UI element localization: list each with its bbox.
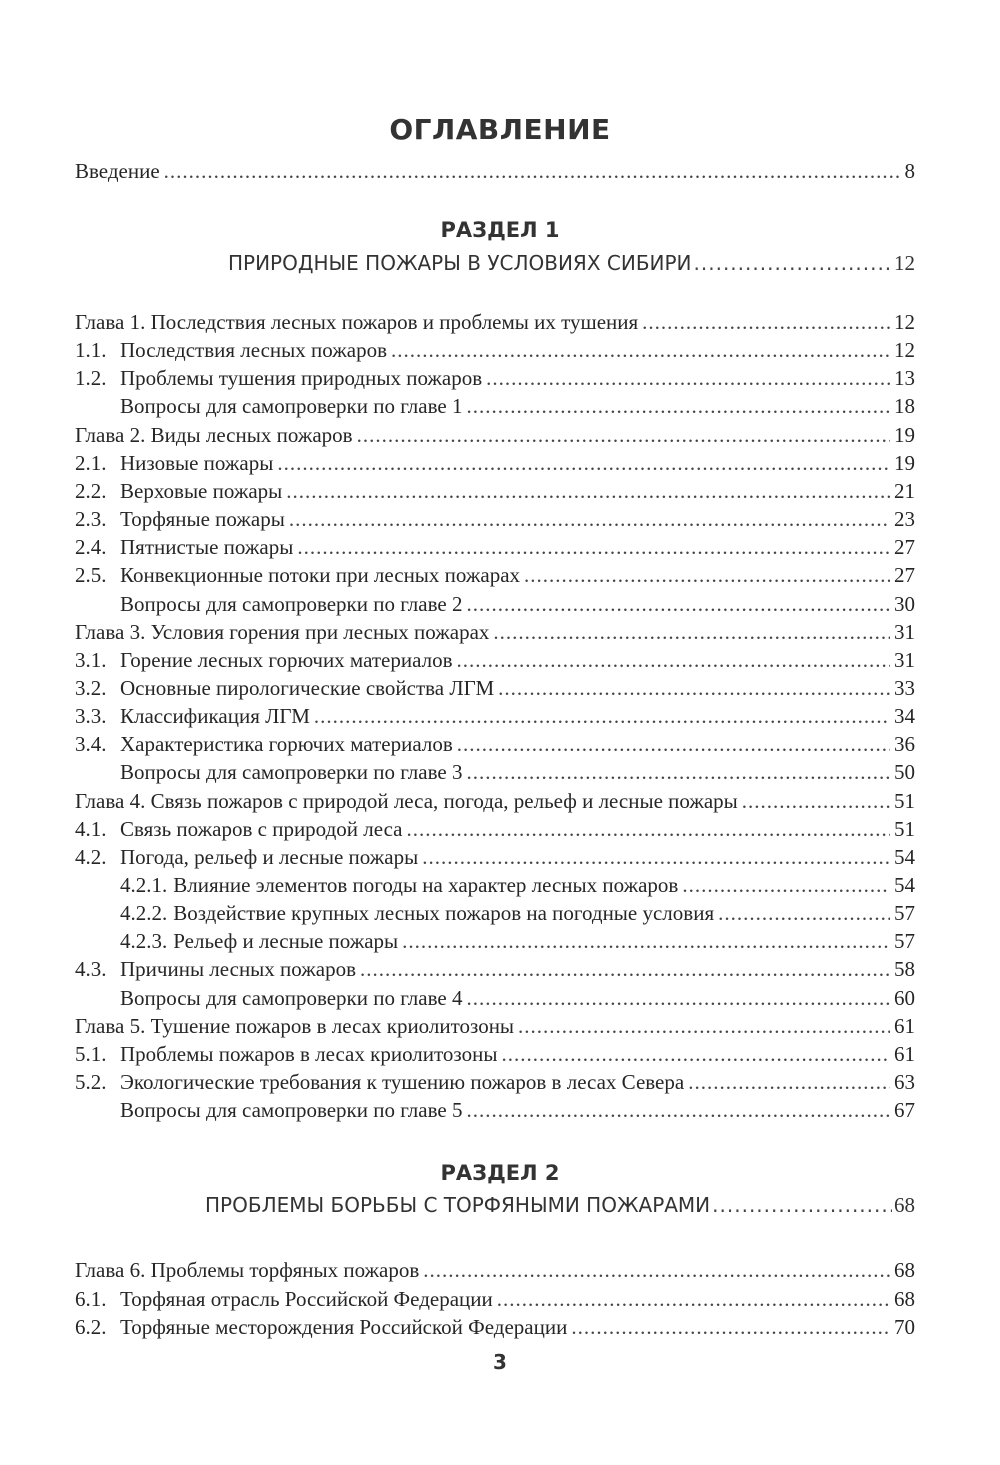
toc-entry[interactable] xyxy=(75,618,915,646)
toc-entry-page: 67 xyxy=(894,1098,915,1123)
dot-leader xyxy=(497,1285,890,1313)
toc-entry[interactable] xyxy=(75,1012,915,1040)
toc-entry[interactable] xyxy=(75,646,915,674)
toc-entry[interactable] xyxy=(75,1096,915,1124)
toc-entry-text: Конвекционные потоки при лесных пожарах xyxy=(120,563,521,588)
toc-entry-text: Последствия лесных пожаров xyxy=(120,338,387,363)
toc-entry-page: 31 xyxy=(894,619,915,644)
toc-entry[interactable] xyxy=(75,758,915,786)
toc-entry-number: 4.1. xyxy=(75,816,107,841)
dot-leader xyxy=(688,1068,890,1096)
toc-entry-text: Торфяная отрасль Российской Федерации xyxy=(120,1286,493,1311)
toc-entry[interactable] xyxy=(75,871,915,899)
toc-entry-page: 68 xyxy=(894,1258,915,1282)
toc-entry[interactable] xyxy=(75,787,915,815)
dot-leader xyxy=(289,505,890,533)
toc-entry[interactable] xyxy=(75,561,915,589)
page-title: ОГЛАВЛЕНИЕ xyxy=(389,113,611,146)
toc-entry-number: 5.1. xyxy=(75,1041,107,1066)
dot-leader xyxy=(457,646,891,674)
toc-entry-text: Вопросы для самопроверки по главе 2 xyxy=(120,591,463,616)
toc-entry-number: 2.4. xyxy=(75,535,107,560)
toc-entry-page: 12 xyxy=(894,338,915,363)
page-number: 3 xyxy=(493,1350,507,1374)
toc-entry-text: Характеристика горючих материалов xyxy=(120,732,453,757)
section-2-page: 68 xyxy=(894,1193,915,1217)
toc-entry-number: 1.2. xyxy=(75,366,107,391)
toc-entry-number: 2.1. xyxy=(75,450,107,475)
toc-entry[interactable] xyxy=(75,364,915,392)
toc-entry-text: Вопросы для самопроверки по главе 1 xyxy=(120,394,463,419)
toc-entry[interactable] xyxy=(75,730,915,758)
dot-leader xyxy=(712,1193,892,1217)
toc-entry-text: Воздействие крупных лесных пожаров на погодные условия xyxy=(173,901,715,926)
dot-leader xyxy=(360,955,890,983)
toc-entry-page: 31 xyxy=(894,647,915,672)
toc-entry-page: 13 xyxy=(894,366,915,391)
toc-entry-number: 4.2. xyxy=(75,844,107,869)
toc-entry-number: 3.4. xyxy=(75,732,107,757)
toc-entry[interactable] xyxy=(75,477,915,505)
toc-entry-text: Экологические требования к тушению пожаров в лесах Севера xyxy=(120,1070,685,1095)
toc-entry-number: 2.3. xyxy=(75,507,107,532)
dot-leader xyxy=(571,1313,890,1341)
toc-entry-text: Глава 1. Последствия лесных пожаров и проблемы их тушения xyxy=(75,310,639,334)
toc-entry-text: Верховые пожары xyxy=(120,478,283,503)
toc-entry-page: 19 xyxy=(894,450,915,475)
toc-entry[interactable] xyxy=(75,1256,915,1284)
dot-leader xyxy=(422,843,890,871)
toc-entry-text: Глава 3. Условия горения при лесных пожарах xyxy=(75,619,490,644)
dot-leader xyxy=(391,336,890,364)
dot-leader xyxy=(498,674,890,702)
dot-leader xyxy=(718,899,890,927)
toc-entry-text: Горение лесных горючих материалов xyxy=(120,647,453,672)
toc-entry-number: 4.2.2. xyxy=(120,901,168,926)
section-1-title: ПРИРОДНЫЕ ПОЖАРЫ В УСЛОВИЯХ СИБИРИ xyxy=(228,251,692,275)
section-1-label: РАЗДЕЛ 1 xyxy=(440,218,560,242)
toc-entry-number: 3.2. xyxy=(75,675,107,700)
toc-entry[interactable] xyxy=(75,984,915,1012)
toc-entry-page: 60 xyxy=(894,985,915,1010)
toc-entry-text: Рельеф и лесные пожары xyxy=(173,929,399,954)
toc-entry-text: Глава 2. Виды лесных пожаров xyxy=(75,422,353,447)
toc-entry-page: 27 xyxy=(894,563,915,588)
section-1-page: 12 xyxy=(894,251,915,275)
toc-entry-text: Глава 4. Связь пожаров с природой леса, погода, рельеф и лесные пожары xyxy=(75,788,738,813)
toc-entry-page: 19 xyxy=(894,422,915,447)
toc-entry-page: 57 xyxy=(894,901,915,926)
toc-entry-number: 2.2. xyxy=(75,478,107,503)
dot-leader xyxy=(314,702,890,730)
toc-entry-text: Влияние элементов погоды на характер лесных пожаров xyxy=(173,873,679,897)
toc-entry-number: 3.3. xyxy=(75,704,107,729)
toc-entry[interactable] xyxy=(75,308,915,336)
toc-entry-number: 2.5. xyxy=(75,563,107,588)
toc-entry[interactable] xyxy=(75,1040,915,1068)
dot-leader xyxy=(423,1256,890,1284)
toc-entry[interactable] xyxy=(75,449,915,477)
toc-entry-page: 63 xyxy=(894,1070,915,1095)
toc-entry-text: Низовые пожары xyxy=(120,450,274,475)
toc-entry-text: Вопросы для самопроверки по главе 4 xyxy=(120,985,463,1010)
toc-entry-number: 5.2. xyxy=(75,1070,107,1095)
dot-leader xyxy=(466,1096,890,1124)
toc-entry-text: Вопросы для самопроверки по главе 3 xyxy=(120,760,463,785)
dot-leader xyxy=(164,157,901,185)
toc-entry-page: 36 xyxy=(894,732,915,757)
toc-entry-text: Основные пирологические свойства ЛГМ xyxy=(120,675,495,700)
dot-leader xyxy=(277,449,890,477)
toc-entry-text: Глава 5. Тушение пожаров в лесах криолитозоны xyxy=(75,1013,515,1038)
dot-leader xyxy=(466,392,890,420)
toc-entry-page: 23 xyxy=(894,507,915,532)
toc-entry-page: 68 xyxy=(894,1286,915,1311)
dot-leader xyxy=(402,927,890,955)
toc-entry-text: Причины лесных пожаров xyxy=(120,957,357,982)
toc-entry-text: Пятнистые пожары xyxy=(120,535,294,560)
toc-entry-text: Вопросы для самопроверки по главе 5 xyxy=(120,1098,463,1123)
dot-leader xyxy=(466,590,890,618)
toc-entry[interactable] xyxy=(75,815,915,843)
toc-entry[interactable] xyxy=(75,955,915,983)
toc-entry-number: 4.3. xyxy=(75,957,107,982)
toc-entry-text: Погода, рельеф и лесные пожары xyxy=(120,844,419,869)
toc-entry[interactable] xyxy=(75,1068,915,1096)
toc-entry-page: 34 xyxy=(894,704,915,729)
toc-entry-text: Проблемы тушения природных пожаров xyxy=(120,366,483,391)
toc-entry[interactable] xyxy=(75,505,915,533)
toc-entry[interactable] xyxy=(75,421,915,449)
dot-leader xyxy=(286,477,890,505)
toc-entry-page: 21 xyxy=(894,478,915,503)
dot-leader xyxy=(297,533,890,561)
toc-entry[interactable] xyxy=(75,336,915,364)
dot-leader xyxy=(493,618,890,646)
toc-entry-text: Связь пожаров с природой леса xyxy=(120,816,403,841)
toc-entry-number: 4.2.3. xyxy=(120,929,168,954)
section-2-title: ПРОБЛЕМЫ БОРЬБЫ С ТОРФЯНЫМИ ПОЖАРАМИ xyxy=(205,1193,711,1217)
toc-entry-page: 54 xyxy=(894,873,915,897)
toc-entry[interactable] xyxy=(75,392,915,420)
toc-entry-page: 57 xyxy=(894,929,915,954)
toc-entry-page: 51 xyxy=(894,816,915,841)
toc-entry-page: 50 xyxy=(894,760,915,785)
toc-entry-page: 18 xyxy=(894,394,915,419)
toc-entry-text: Введение xyxy=(75,159,160,183)
dot-leader xyxy=(518,1012,890,1040)
toc-entry-page: 70 xyxy=(894,1315,915,1339)
dot-leader xyxy=(524,561,890,589)
toc-entry-text: Торфяные месторождения Российской Федерации xyxy=(120,1315,568,1339)
toc-entry[interactable] xyxy=(75,1285,915,1313)
toc-entry-number: 6.2. xyxy=(75,1315,107,1339)
dot-leader xyxy=(486,364,890,392)
toc-entry-text: Глава 6. Проблемы торфяных пожаров xyxy=(75,1258,420,1282)
dot-leader xyxy=(457,730,890,758)
toc-entry-page: 12 xyxy=(894,310,915,334)
section-2-title-row[interactable] xyxy=(205,1193,915,1223)
dot-leader xyxy=(466,758,890,786)
toc-entry-text: Проблемы пожаров в лесах криолитозоны xyxy=(120,1041,498,1066)
toc-entry-number: 3.1. xyxy=(75,647,107,672)
dot-leader xyxy=(742,787,890,815)
toc-entry[interactable] xyxy=(75,533,915,561)
dot-leader xyxy=(357,421,890,449)
toc-entry-page: 58 xyxy=(894,957,915,982)
toc-entry-page: 54 xyxy=(894,844,915,869)
section-1-title-row[interactable] xyxy=(228,251,915,281)
toc-entry[interactable] xyxy=(75,702,915,730)
dot-leader xyxy=(694,251,892,275)
toc-entry-text: Классификация ЛГМ xyxy=(120,704,310,729)
dot-leader xyxy=(406,815,890,843)
toc-entry[interactable] xyxy=(75,899,915,927)
toc-entry-page: 51 xyxy=(894,788,915,813)
toc-entry-page: 33 xyxy=(894,675,915,700)
toc-entry-page: 61 xyxy=(894,1041,915,1066)
dot-leader xyxy=(466,984,890,1012)
toc-entry-number: 4.2.1. xyxy=(120,873,168,897)
dot-leader xyxy=(682,871,890,899)
toc-entry[interactable] xyxy=(75,843,915,871)
toc-entry-number: 1.1. xyxy=(75,338,107,363)
toc-entry-number: 6.1. xyxy=(75,1286,107,1311)
toc-entry[interactable] xyxy=(75,590,915,618)
toc-entry-page: 30 xyxy=(894,591,915,616)
dot-leader xyxy=(501,1040,890,1068)
section-2-label: РАЗДЕЛ 2 xyxy=(440,1161,560,1185)
toc-entry-text: Торфяные пожары xyxy=(120,507,285,532)
toc-entry-page: 8 xyxy=(904,159,915,183)
toc-entry-page: 27 xyxy=(894,535,915,560)
toc-entry-page: 61 xyxy=(894,1013,915,1038)
toc-entry[interactable] xyxy=(75,1313,915,1341)
toc-entry-intro[interactable] xyxy=(75,157,915,185)
toc-entry[interactable] xyxy=(75,674,915,702)
dot-leader xyxy=(642,308,890,336)
toc-entry[interactable] xyxy=(75,927,915,955)
